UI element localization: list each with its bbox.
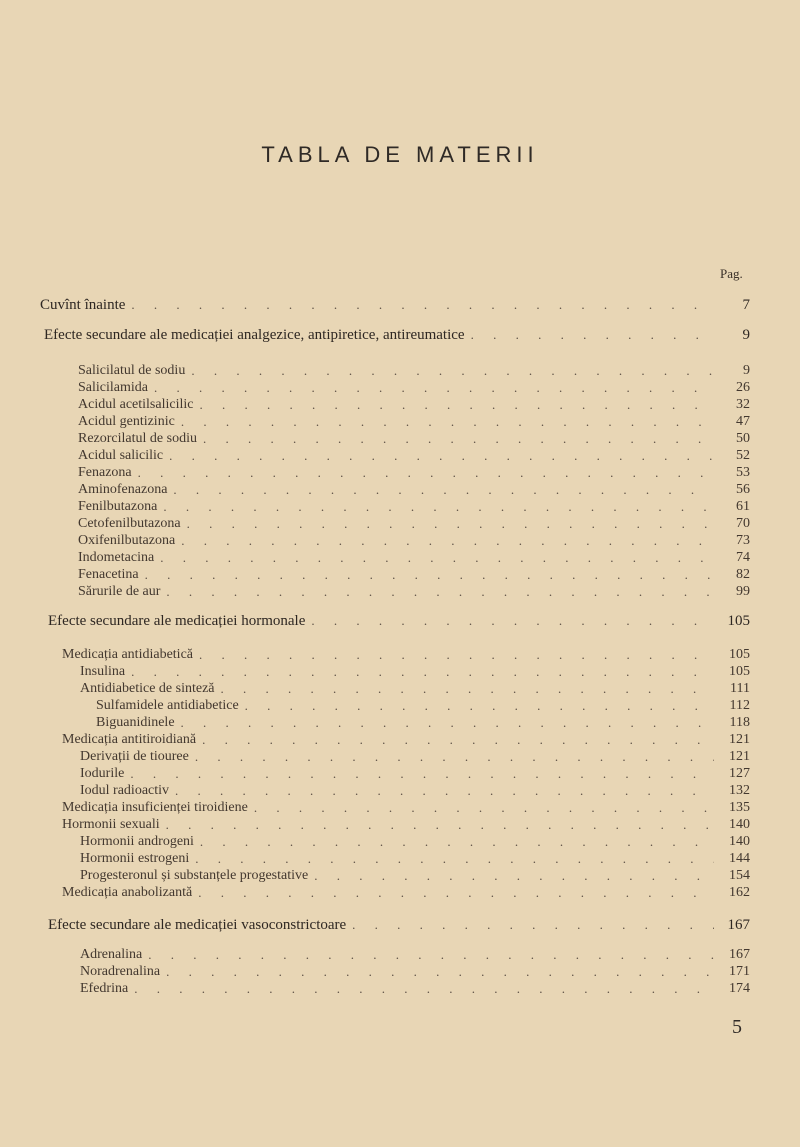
- toc-entry-label: Medicația insuficienței tiroidiene: [62, 800, 248, 815]
- toc-entry-label: Insulina: [80, 664, 126, 679]
- toc-entry: [80, 680, 750, 698]
- toc-entry-label: Cetofenilbutazona: [78, 516, 181, 531]
- toc-entry-page: 174: [729, 981, 750, 996]
- toc-entry-label: Acidul acetilsalicilic: [78, 397, 194, 412]
- toc-entry: [78, 379, 750, 397]
- toc-entry: [80, 663, 750, 681]
- toc-entry-label: Medicația antitiroidiană: [62, 732, 197, 747]
- toc-entry-page: 50: [736, 431, 750, 446]
- dot-leader: [157, 499, 714, 515]
- toc-entry-label: Fenazona: [78, 465, 132, 480]
- dot-leader: [181, 516, 714, 532]
- toc-entry-label: Iodurile: [80, 766, 125, 781]
- toc-entry-label: Rezorcilatul de sodiu: [78, 431, 197, 446]
- dot-leader: [197, 431, 714, 447]
- toc-entry-label: Iodul radioactiv: [80, 783, 170, 798]
- dot-leader: [193, 397, 714, 413]
- toc-entry-page: 47: [736, 414, 750, 429]
- toc-entry-label: Sulfamidele antidiabetice: [96, 698, 239, 713]
- toc-entry-page: 7: [742, 296, 750, 313]
- toc-entry: [96, 714, 750, 732]
- toc-entry-page: 118: [729, 715, 750, 730]
- dot-leader: [125, 297, 714, 313]
- toc-entry: [80, 765, 750, 783]
- dot-leader: [142, 947, 714, 963]
- toc-entry-page: 171: [729, 964, 750, 979]
- dot-leader: [305, 613, 714, 629]
- toc-entry-page: 56: [736, 482, 750, 497]
- toc-entry-label: Hormonii estrogeni: [80, 851, 190, 866]
- toc-entry-label: Fenilbutazona: [78, 499, 158, 514]
- toc-entry-label: Fenacetina: [78, 567, 139, 582]
- toc-entry-page: 135: [729, 800, 750, 815]
- toc-section-entry: [44, 326, 750, 344]
- dot-leader: [193, 647, 714, 663]
- dot-leader: [160, 964, 714, 980]
- toc-entry: [80, 980, 750, 998]
- dot-leader: [163, 448, 714, 464]
- toc-entry-page: 162: [729, 885, 750, 900]
- toc-entry-label: Cuvînt înainte: [40, 296, 126, 313]
- toc-entry: [78, 515, 750, 533]
- toc-entry: [78, 481, 750, 499]
- toc-entry-label: Hormonii androgeni: [80, 834, 194, 849]
- toc-entry-page: 82: [736, 567, 750, 582]
- toc-section-entry: [40, 296, 750, 314]
- toc-entry: [78, 583, 750, 601]
- toc-entry: [78, 498, 750, 516]
- dot-leader: [189, 851, 714, 867]
- dot-leader: [160, 584, 714, 600]
- dot-leader: [132, 465, 714, 481]
- dot-leader: [346, 917, 714, 933]
- toc-entry: [78, 362, 750, 380]
- toc-entry-label: Acidul salicilic: [78, 448, 164, 463]
- toc-entry-page: 26: [736, 380, 750, 395]
- page-number: 5: [732, 1016, 742, 1038]
- toc-entry-page: 167: [729, 947, 750, 962]
- dot-leader: [167, 482, 714, 498]
- toc-entry: [78, 532, 750, 550]
- toc-entry-page: 32: [736, 397, 750, 412]
- toc-entry-label: Medicația antidiabetică: [62, 647, 193, 662]
- toc-entry-page: 140: [729, 817, 750, 832]
- dot-leader: [185, 363, 714, 379]
- dot-leader: [160, 817, 714, 833]
- toc-entry: [62, 816, 750, 834]
- dot-leader: [148, 380, 714, 396]
- toc-section-entry: [48, 916, 750, 934]
- dot-leader: [308, 868, 714, 884]
- toc-entry-label: Derivații de tiouree: [80, 749, 189, 764]
- toc-entry-label: Oxifenilbutazona: [78, 533, 176, 548]
- toc-entry-label: Antidiabetice de sinteză: [80, 681, 215, 696]
- toc-entry-page: 105: [729, 647, 750, 662]
- toc-entry-page: 127: [729, 766, 750, 781]
- toc-entry-label: Salicilatul de sodiu: [78, 363, 186, 378]
- toc-entry-label: Noradrenalina: [80, 964, 161, 979]
- toc-entry-label: Aminofenazona: [78, 482, 168, 497]
- toc-entry-label: Efecte secundare ale medicației vasoconstrictoare: [48, 916, 347, 933]
- toc-entry-page: 61: [736, 499, 750, 514]
- dot-leader: [196, 732, 714, 748]
- toc-entry-page: 53: [736, 465, 750, 480]
- toc-section-entry: [48, 612, 750, 630]
- dot-leader: [124, 766, 714, 782]
- dot-leader: [175, 533, 714, 549]
- toc-entry: [80, 833, 750, 851]
- toc-entry: [96, 697, 750, 715]
- dot-leader: [169, 783, 714, 799]
- toc-entry-label: Adrenalina: [80, 947, 143, 962]
- toc-entry-page: 144: [729, 851, 750, 866]
- toc-entry-label: Biguanidinele: [96, 715, 175, 730]
- toc-entry-page: 74: [736, 550, 750, 565]
- toc-entry: [80, 748, 750, 766]
- page-column-label: Pag.: [720, 266, 743, 281]
- dot-leader: [125, 664, 714, 680]
- toc-entry-page: 9: [742, 326, 750, 343]
- dot-leader: [248, 800, 714, 816]
- dot-leader: [175, 715, 714, 731]
- toc-entry: [62, 799, 750, 817]
- toc-entry-page: 52: [736, 448, 750, 463]
- toc-entry: [80, 946, 750, 964]
- toc-entry-label: Medicația anabolizantă: [62, 885, 193, 900]
- toc-entry: [62, 646, 750, 664]
- toc-entry: [78, 447, 750, 465]
- toc-entry-label: Sărurile de aur: [78, 584, 161, 599]
- toc-entry-page: 73: [736, 533, 750, 548]
- dot-leader: [175, 414, 714, 430]
- toc-entry: [62, 731, 750, 749]
- toc-entry: [80, 850, 750, 868]
- toc-entry-page: 154: [729, 868, 750, 883]
- toc-entry-page: 112: [729, 698, 750, 713]
- toc-entry-page: 105: [729, 664, 750, 679]
- toc-entry: [80, 782, 750, 800]
- dot-leader: [189, 749, 714, 765]
- toc-entry-page: 132: [729, 783, 750, 798]
- toc-entry: [78, 566, 750, 584]
- toc-entry: [78, 430, 750, 448]
- toc-entry-page: 9: [743, 363, 750, 378]
- dot-leader: [154, 550, 714, 566]
- toc-entry: [80, 963, 750, 981]
- toc-entry-label: Efedrina: [80, 981, 129, 996]
- toc-entry-label: Progesteronul și substanțele progestative: [80, 868, 309, 883]
- toc-entry-page: 99: [736, 584, 750, 599]
- dot-leader: [239, 698, 714, 714]
- toc-entry-page: 121: [729, 749, 750, 764]
- toc-entry-label: Acidul gentizinic: [78, 414, 175, 429]
- toc-entry: [78, 549, 750, 567]
- toc-entry-label: Salicilamida: [78, 380, 148, 395]
- dot-leader: [465, 327, 714, 343]
- toc-entry-label: Hormonii sexuali: [62, 817, 160, 832]
- toc-entry-label: Efecte secundare ale medicației analgezice, antipiretice, antireumatice: [44, 326, 465, 343]
- toc-entry: [80, 867, 750, 885]
- dot-leader: [128, 981, 714, 997]
- toc-entry-page: 111: [730, 681, 750, 696]
- dot-leader: [192, 885, 714, 901]
- page-title: TABLA DE MATERII: [261, 142, 539, 167]
- toc-entry-page: 70: [736, 516, 750, 531]
- toc-entry: [78, 464, 750, 482]
- dot-leader: [194, 834, 714, 850]
- toc-entry-label: Indometacina: [78, 550, 155, 565]
- toc-entry-page: 105: [727, 612, 750, 629]
- toc-entry: [78, 396, 750, 414]
- toc-entry-page: 167: [727, 916, 750, 933]
- dot-leader: [139, 567, 714, 583]
- toc-entry: [78, 413, 750, 431]
- toc-entry-label: Efecte secundare ale medicației hormonale: [48, 612, 306, 629]
- toc-entry: [62, 884, 750, 902]
- dot-leader: [215, 681, 715, 697]
- toc-entry-page: 121: [729, 732, 750, 747]
- toc-entry-page: 140: [729, 834, 750, 849]
